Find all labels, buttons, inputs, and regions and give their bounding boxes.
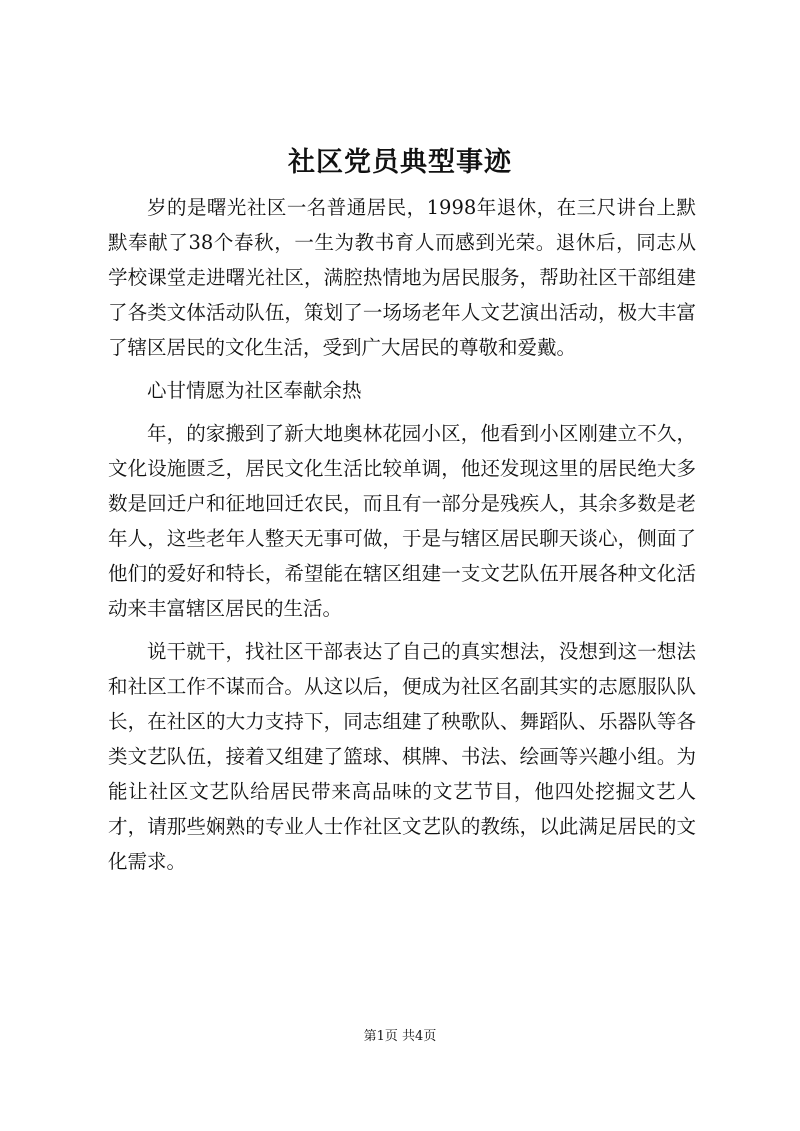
document-title: 社区党员典型事迹 [288,147,512,178]
paragraph-action: 说干就干，找社区干部表达了自己的真实想法，没想到这一想法和社区工作不谋而合。从这以后，便成为社区名副其实的志愿服队队长，在社区的大力支持下，同志组建了秧歌队、舞蹈队、乐器队等各类文艺队伍，接着又组建了篮球、棋牌、书法、绘画等兴趣小组。为能让社区文艺队给居民带来高品味的文艺节目，他四处挖掘文艺人才，请那些娴熟的专业人士作社区文艺队的教练，以此满足居民的文化需求。 [108,640,696,873]
paragraph-background: 年，的家搬到了新大地奥林花园小区，他看到小区刚建立不久，文化设施匮乏，居民文化生活比较单调，他还发现这里的居民绝大多数是回迁户和征地回迁农民，而且有一部分是残疾人，其余多数是老年人，这些老年人整天无事可做，于是与辖区居民聊天谈心，侧面了他们的爱好和特长，希望能在辖区组建一支文艺队伍开展各种文化活动来丰富辖区居民的生活。 [108,422,696,620]
page-footer: 第1页 共4页 [363,1029,437,1044]
paragraph-subheading: 心甘情愿为社区奉献余热 [147,379,362,402]
document-body [108,190,696,887]
paragraph-intro: 岁的是曙光社区一名普通居民，1998年退休，在三尺讲台上默默奉献了38个春秋，一生为教书育人而感到光荣。退休后，同志从学校课堂走进曙光社区，满腔热情地为居民服务，帮助社区干部组建了各类文体活动队伍，策划了一场场老年人文艺演出活动，极大丰富了辖区居民的文化生活，受到广大居民的尊敬和爱戴。 [108,196,696,359]
